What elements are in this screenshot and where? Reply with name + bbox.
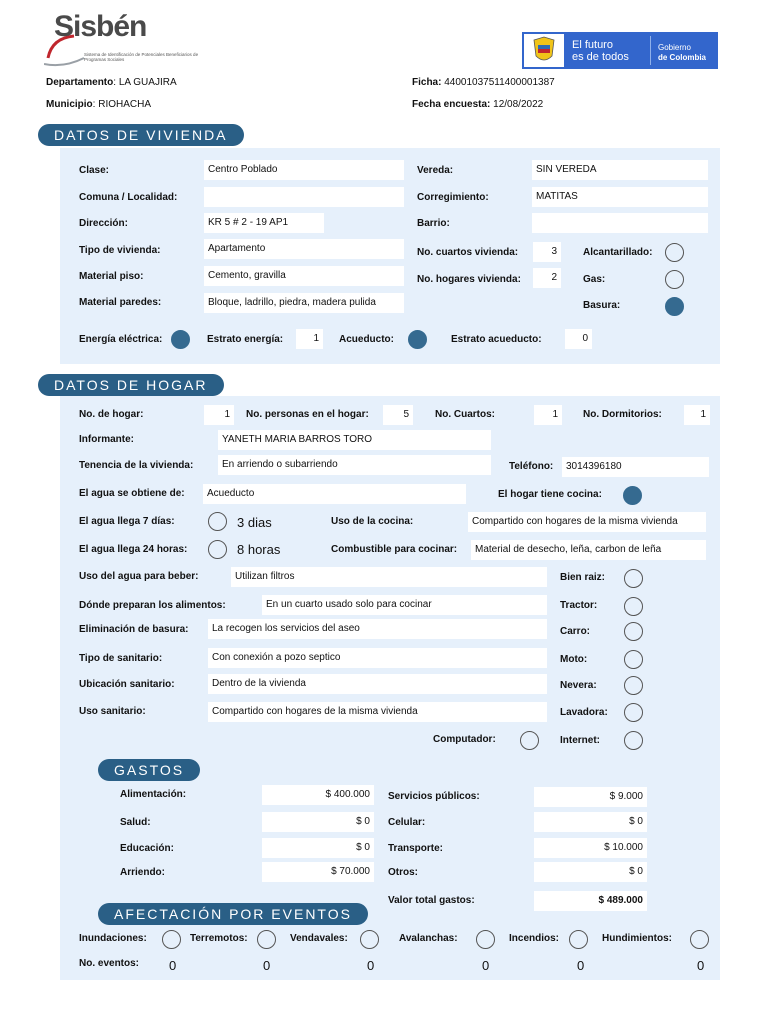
estrato-energia-label: Estrato energía: [207,334,284,345]
direccion-label: Dirección: [79,218,128,229]
ficha-value: 44001037511400001387 [444,77,555,88]
sisben-subtitle: Sistema de Identificación de Potenciales Beneficiarios de Programas Sociales [84,52,199,62]
bien-raiz-indicator [624,569,643,588]
estrato-acueducto-value: 0 [565,329,592,349]
event-indicator-avalanchas [476,930,495,949]
internet-indicator [624,731,643,750]
celular-value: $ 0 [534,812,647,832]
informante-value: YANETH MARIA BARROS TORO [218,430,491,450]
informante-label: Informante: [79,434,134,445]
alcantarillado-indicator [665,243,684,262]
uso-sanitario-value: Compartido con hogares de la misma vivienda [208,702,547,722]
alcantarillado-label: Alcantarillado: [583,247,653,258]
acueducto-indicator [408,330,427,349]
ubicacion-sanitario-label: Ubicación sanitario: [79,679,175,690]
otros-label: Otros: [388,867,418,878]
departamento-label: Departamento [46,77,114,88]
educacion-label: Educación: [120,843,174,854]
internet-label: Internet: [560,735,600,746]
salud-value: $ 0 [262,812,374,832]
gas-indicator [665,270,684,289]
eliminacion-basura-value: La recogen los servicios del aseo [208,619,547,639]
tipo-vivienda-value: Apartamento [204,239,404,259]
agua7-value: 3 dias [237,515,272,530]
no-eventos-label: No. eventos: [79,958,140,969]
carro-indicator [624,622,643,641]
cuartos-vivienda-label: No. cuartos vivienda: [417,247,519,258]
clase-value: Centro Poblado [204,160,404,180]
departamento-row: Departamento: LA GUAJIRA [46,77,177,88]
salud-label: Salud: [120,817,151,828]
ubicacion-sanitario-value: Dentro de la vivienda [208,674,547,694]
combustible-label: Combustible para cocinar: [331,544,458,555]
agua-beber-value: Utilizan filtros [231,567,547,587]
no-hogar-value: 1 [204,405,234,425]
eventos-title: AFECTACIÓN POR EVENTOS [98,903,368,925]
event-count-hundimientos: 0 [697,958,705,973]
alimentacion-label: Alimentación: [120,789,187,800]
vivienda-title: DATOS DE VIVIENDA [38,124,244,146]
lavadora-indicator [624,703,643,722]
event-label-hundimientos: Hundimientos: [602,933,672,944]
telefono-label: Teléfono: [509,461,554,472]
servicios-value: $ 9.000 [534,787,647,807]
vereda-label: Vereda: [417,165,454,176]
servicios-label: Servicios públicos: [388,791,480,802]
tipo-sanitario-value: Con conexión a pozo septico [208,648,547,668]
uso-cocina-value: Compartido con hogares de la misma vivienda [468,512,706,532]
no-hogar-label: No. de hogar: [79,409,144,420]
agua-obtiene-label: El agua se obtiene de: [79,488,185,499]
ficha-label: Ficha: [412,77,442,88]
otros-value: $ 0 [534,862,647,882]
event-count-incendios: 0 [577,958,585,973]
material-paredes-label: Material paredes: [79,297,162,308]
agua-obtiene-value: Acueducto [203,484,466,504]
transporte-label: Transporte: [388,843,444,854]
agua24-label: El agua llega 24 horas: [79,544,188,555]
agua7-label: El agua llega 7 días: [79,516,175,527]
estrato-acueducto-label: Estrato acueducto: [451,334,542,345]
direccion-value: KR 5 # 2 - 19 AP1 [204,213,324,233]
educacion-value: $ 0 [262,838,374,858]
total-gastos-value: $ 489.000 [534,891,647,911]
gas-label: Gas: [583,274,606,285]
nevera-indicator [624,676,643,695]
agua24-indicator [208,540,227,559]
basura-indicator [665,297,684,316]
event-label-inundaciones: Inundaciones: [79,933,147,944]
agua-beber-label: Uso del agua para beber: [79,571,199,582]
hogares-vivienda-value: 2 [533,268,561,288]
material-piso-label: Material piso: [79,271,144,282]
personas-value: 5 [383,405,413,425]
barrio-value [532,213,708,233]
vereda-value: SIN VEREDA [532,160,708,180]
material-paredes-value: Bloque, ladrillo, piedra, madera pulida [204,293,404,313]
dormitorios-value: 1 [684,405,710,425]
lavadora-label: Lavadora: [560,707,608,718]
bien-raiz-label: Bien raiz: [560,572,606,583]
event-count-terremotos: 0 [263,958,271,973]
tenencia-label: Tenencia de la vivienda: [79,460,194,471]
tractor-label: Tractor: [560,600,598,611]
event-indicator-incendios [569,930,588,949]
telefono-value: 3014396180 [562,457,709,477]
gov-slogan-2: es de todos [572,51,629,63]
comuna-value [204,187,404,207]
gov-slogan-1: El futuro [572,39,613,51]
hogares-vivienda-label: No. hogares vivienda: [417,274,521,285]
corregimiento-label: Corregimiento: [417,192,489,203]
event-label-incendios: Incendios: [509,933,560,944]
moto-indicator [624,650,643,669]
event-label-vendavales: Vendavales: [290,933,348,944]
cocina-label: El hogar tiene cocina: [498,489,602,500]
eliminacion-basura-label: Eliminación de basura: [79,624,189,635]
event-count-inundaciones: 0 [169,958,177,973]
estrato-energia-value: 1 [296,329,323,349]
moto-label: Moto: [560,654,588,665]
event-label-terremotos: Terremotos: [190,933,248,944]
gov-right-1: Gobierno [658,43,691,52]
total-gastos-label: Valor total gastos: [388,895,475,906]
agua7-indicator [208,512,227,531]
municipio-row: Municipio: RIOHACHA [46,99,152,110]
computador-label: Computador: [433,734,496,745]
celular-label: Celular: [388,817,426,828]
gov-shield-box [524,34,564,67]
hogar-cuartos-label: No. Cuartos: [435,409,495,420]
acueducto-label: Acueducto: [339,334,394,345]
municipio-label: Municipio [46,99,93,110]
transporte-value: $ 10.000 [534,838,647,858]
alimentacion-value: $ 400.000 [262,785,374,805]
gov-banner [522,32,718,69]
tenencia-value: En arriendo o subarriendo [218,455,491,475]
hogar-title: DATOS DE HOGAR [38,374,224,396]
hogar-cuartos-value: 1 [534,405,562,425]
gov-right-2: de Colombia [658,53,707,62]
tipo-sanitario-label: Tipo de sanitario: [79,653,163,664]
municipio-value: RIOHACHA [98,99,152,110]
cuartos-vivienda-value: 3 [533,242,561,262]
event-indicator-terremotos [257,930,276,949]
ficha-row [412,77,555,88]
event-label-avalanchas: Avalanchas: [399,933,458,944]
fecha-label: Fecha encuesta: [412,99,491,110]
clase-label: Clase: [79,165,110,176]
carro-label: Carro: [560,626,591,637]
event-count-vendavales: 0 [367,958,375,973]
combustible-value: Material de desecho, leña, carbon de leña [471,540,706,560]
tipo-vivienda-label: Tipo de vivienda: [79,245,161,256]
event-indicator-inundaciones [162,930,181,949]
personas-label: No. personas en el hogar: [246,409,369,420]
uso-cocina-label: Uso de la cocina: [331,516,414,527]
departamento-value: LA GUAJIRA [118,77,177,88]
event-indicator-hundimientos [690,930,709,949]
arriendo-value: $ 70.000 [262,862,374,882]
tractor-indicator [624,597,643,616]
material-piso-value: Cemento, gravilla [204,266,404,286]
comuna-label: Comuna / Localidad: [79,192,178,203]
sisben-wordmark: Sisbén [54,10,147,43]
barrio-label: Barrio: [417,218,450,229]
nevera-label: Nevera: [560,680,597,691]
event-indicator-vendavales [360,930,379,949]
gastos-title: GASTOS [98,759,200,781]
preparan-value: En un cuarto usado solo para cocinar [262,595,547,615]
basura-service-label: Basura: [583,300,621,311]
arriendo-label: Arriendo: [120,867,165,878]
sisben-logo [44,8,199,68]
energia-indicator [171,330,190,349]
fecha-value: 12/08/2022 [493,99,544,110]
dormitorios-label: No. Dormitorios: [583,409,662,420]
computador-indicator [520,731,539,750]
preparan-label: Dónde preparan los alimentos: [79,600,226,611]
cocina-indicator [623,486,642,505]
coat-of-arms-icon [524,34,564,67]
agua24-value: 8 horas [237,542,281,557]
corregimiento-value: MATITAS [532,187,708,207]
gov-divider [650,36,651,65]
uso-sanitario-label: Uso sanitario: [79,706,146,717]
event-count-avalanchas: 0 [482,958,490,973]
fecha-row [412,99,543,110]
energia-label: Energía eléctrica: [79,334,163,345]
